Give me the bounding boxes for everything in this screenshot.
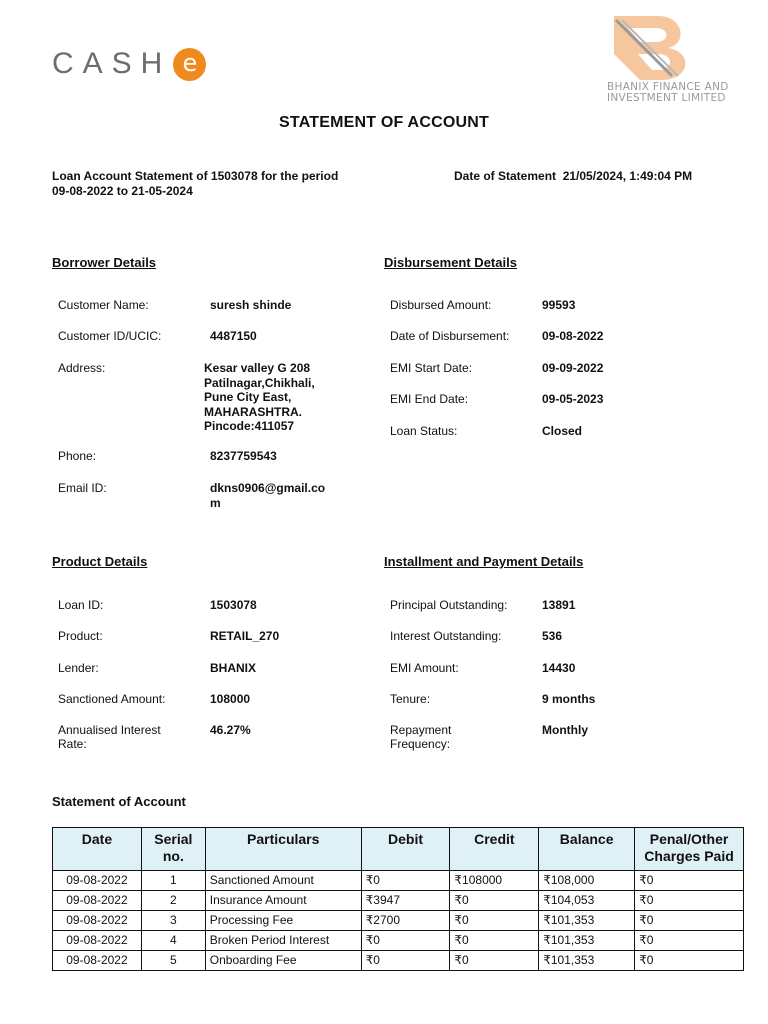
cell-balance: ₹101,353 xyxy=(539,931,635,951)
disbursement-date-label: Date of Disbursement: xyxy=(390,329,510,343)
statement-date xyxy=(454,169,692,183)
cell-serial: 4 xyxy=(141,931,205,951)
cell-particulars: Onboarding Fee xyxy=(205,951,361,971)
address-label: Address: xyxy=(58,361,106,375)
product-value: RETAIL_270 xyxy=(210,629,280,643)
period-line2: 09-08-2022 to 21-05-2024 xyxy=(52,184,193,198)
cell-credit: ₹108000 xyxy=(450,871,539,891)
lender-value: BHANIX xyxy=(210,661,257,675)
period-line1: Loan Account Statement of 1503078 for the period xyxy=(52,169,339,183)
column-header-serial: Serial no. xyxy=(141,828,205,871)
principal-outstanding-value: 13891 xyxy=(542,598,576,612)
cashe-logo-e-icon: e xyxy=(173,48,206,81)
emi-amount-label: EMI Amount: xyxy=(390,661,459,675)
cell-date: 09-08-2022 xyxy=(53,951,142,971)
column-header-date: Date xyxy=(53,828,142,871)
interest-outstanding-value: 536 xyxy=(542,629,563,643)
address-line: Pincode:411057 xyxy=(204,419,295,433)
emi-end-value: 09-05-2023 xyxy=(542,392,604,406)
table-row xyxy=(53,891,744,911)
sanctioned-amount-label: Sanctioned Amount: xyxy=(58,692,166,706)
email-value xyxy=(210,481,325,510)
lender-label: Lender: xyxy=(58,661,99,675)
cell-penal-charges: ₹0 xyxy=(635,871,744,891)
tenure-label: Tenure: xyxy=(390,692,431,706)
repayment-frequency-label xyxy=(390,723,451,751)
sanctioned-amount-value: 108000 xyxy=(210,692,251,706)
customer-name-label: Customer Name: xyxy=(58,298,149,312)
cell-debit: ₹3947 xyxy=(361,891,450,911)
product-label: Product: xyxy=(58,629,103,643)
cell-penal-charges: ₹0 xyxy=(635,891,744,911)
email-line2: m xyxy=(210,495,221,510)
cell-credit: ₹0 xyxy=(450,911,539,931)
column-header-credit: Credit xyxy=(450,828,539,871)
page-title: STATEMENT OF ACCOUNT xyxy=(279,114,489,131)
cell-serial: 3 xyxy=(141,911,205,931)
address-line: Patilnagar,Chikhali, xyxy=(204,375,315,390)
customer-id-label: Customer ID/UCIC: xyxy=(58,329,162,343)
cell-particulars: Insurance Amount xyxy=(205,891,361,911)
interest-outstanding-label: Interest Outstanding: xyxy=(390,629,502,643)
cashe-logo-letters: CASH xyxy=(52,47,172,80)
loan-status-label: Loan Status: xyxy=(390,424,458,438)
cell-serial: 1 xyxy=(141,871,205,891)
repayment-frequency-value: Monthly xyxy=(542,723,588,737)
table-row xyxy=(53,911,744,931)
statement-table-heading: Statement of Account xyxy=(52,794,186,809)
repayment-frequency-label-line1: Repayment xyxy=(390,723,452,737)
bhanix-name-line2: INVESTMENT LIMITED xyxy=(607,92,726,104)
cell-credit: ₹0 xyxy=(450,891,539,911)
statement-table xyxy=(52,827,744,971)
cell-particulars: Broken Period Interest xyxy=(205,931,361,951)
loan-status-value: Closed xyxy=(542,424,583,438)
cell-balance: ₹101,353 xyxy=(539,951,635,971)
email-label: Email ID: xyxy=(58,481,107,495)
cell-penal-charges: ₹0 xyxy=(635,931,744,951)
cell-penal-charges: ₹0 xyxy=(635,911,744,931)
bhanix-company-name xyxy=(607,82,737,104)
column-header-particulars: Particulars xyxy=(205,828,361,871)
column-header-penal-charges: Penal/Other Charges Paid xyxy=(635,828,744,871)
interest-rate-label-line2: Rate: xyxy=(58,737,87,751)
emi-start-value: 09-09-2022 xyxy=(542,361,604,375)
cell-credit: ₹0 xyxy=(450,951,539,971)
cashe-logo xyxy=(52,46,206,82)
interest-rate-value: 46.27% xyxy=(210,723,251,737)
cell-debit: ₹0 xyxy=(361,871,450,891)
product-details-heading: Product Details xyxy=(52,554,148,569)
email-line1: dkns0906@gmail.co xyxy=(210,481,326,495)
loan-id-label: Loan ID: xyxy=(58,598,104,612)
disbursed-amount-value: 99593 xyxy=(542,298,576,312)
cell-balance: ₹101,353 xyxy=(539,911,635,931)
address-value xyxy=(204,361,315,434)
cell-date: 09-08-2022 xyxy=(53,931,142,951)
statement-period xyxy=(52,169,382,199)
cell-serial: 5 xyxy=(141,951,205,971)
column-header-balance: Balance xyxy=(539,828,635,871)
bhanix-name-line1: BHANIX FINANCE AND xyxy=(607,81,729,93)
cell-balance: ₹104,053 xyxy=(539,891,635,911)
installment-details-heading: Installment and Payment Details xyxy=(384,554,584,569)
emi-end-label: EMI End Date: xyxy=(390,392,469,406)
cell-date: 09-08-2022 xyxy=(53,911,142,931)
cell-particulars: Sanctioned Amount xyxy=(205,871,361,891)
phone-value: 8237759543 xyxy=(210,449,277,463)
disbursement-details-heading: Disbursement Details xyxy=(384,255,517,270)
cell-date: 09-08-2022 xyxy=(53,871,142,891)
bhanix-logo-icon xyxy=(606,14,736,82)
disbursement-date-value: 09-08-2022 xyxy=(542,329,604,343)
address-line: Pune City East, xyxy=(204,390,292,404)
column-header-debit: Debit xyxy=(361,828,450,871)
loan-id-value: 1503078 xyxy=(210,598,257,612)
cell-debit: ₹0 xyxy=(361,951,450,971)
emi-amount-value: 14430 xyxy=(542,661,576,675)
cell-credit: ₹0 xyxy=(450,931,539,951)
table-row xyxy=(53,931,744,951)
interest-rate-label-line1: Annualised Interest xyxy=(58,723,161,737)
table-header-row xyxy=(53,828,744,871)
customer-id-value: 4487150 xyxy=(210,329,257,343)
principal-outstanding-label: Principal Outstanding: xyxy=(390,598,508,612)
cell-debit: ₹0 xyxy=(361,931,450,951)
cell-serial: 2 xyxy=(141,891,205,911)
address-line: Kesar valley G 208 xyxy=(204,361,311,375)
cell-debit: ₹2700 xyxy=(361,911,450,931)
cell-balance: ₹108,000 xyxy=(539,871,635,891)
table-row xyxy=(53,871,744,891)
disbursed-amount-label: Disbursed Amount: xyxy=(390,298,492,312)
repayment-frequency-label-line2: Frequency: xyxy=(390,737,451,751)
interest-rate-label xyxy=(58,723,161,751)
emi-start-label: EMI Start Date: xyxy=(390,361,473,375)
borrower-details-heading: Borrower Details xyxy=(52,255,157,270)
table-row xyxy=(53,951,744,971)
cell-particulars: Processing Fee xyxy=(205,911,361,931)
phone-label: Phone: xyxy=(58,449,97,463)
tenure-value: 9 months xyxy=(542,692,596,706)
address-line: MAHARASHTRA. xyxy=(204,404,302,419)
statement-date-value: 21/05/2024, 1:49:04 PM xyxy=(562,169,693,183)
statement-date-label: Date of Statement xyxy=(454,169,557,183)
cell-penal-charges: ₹0 xyxy=(635,951,744,971)
customer-name-value: suresh shinde xyxy=(210,298,292,312)
cell-date: 09-08-2022 xyxy=(53,891,142,911)
